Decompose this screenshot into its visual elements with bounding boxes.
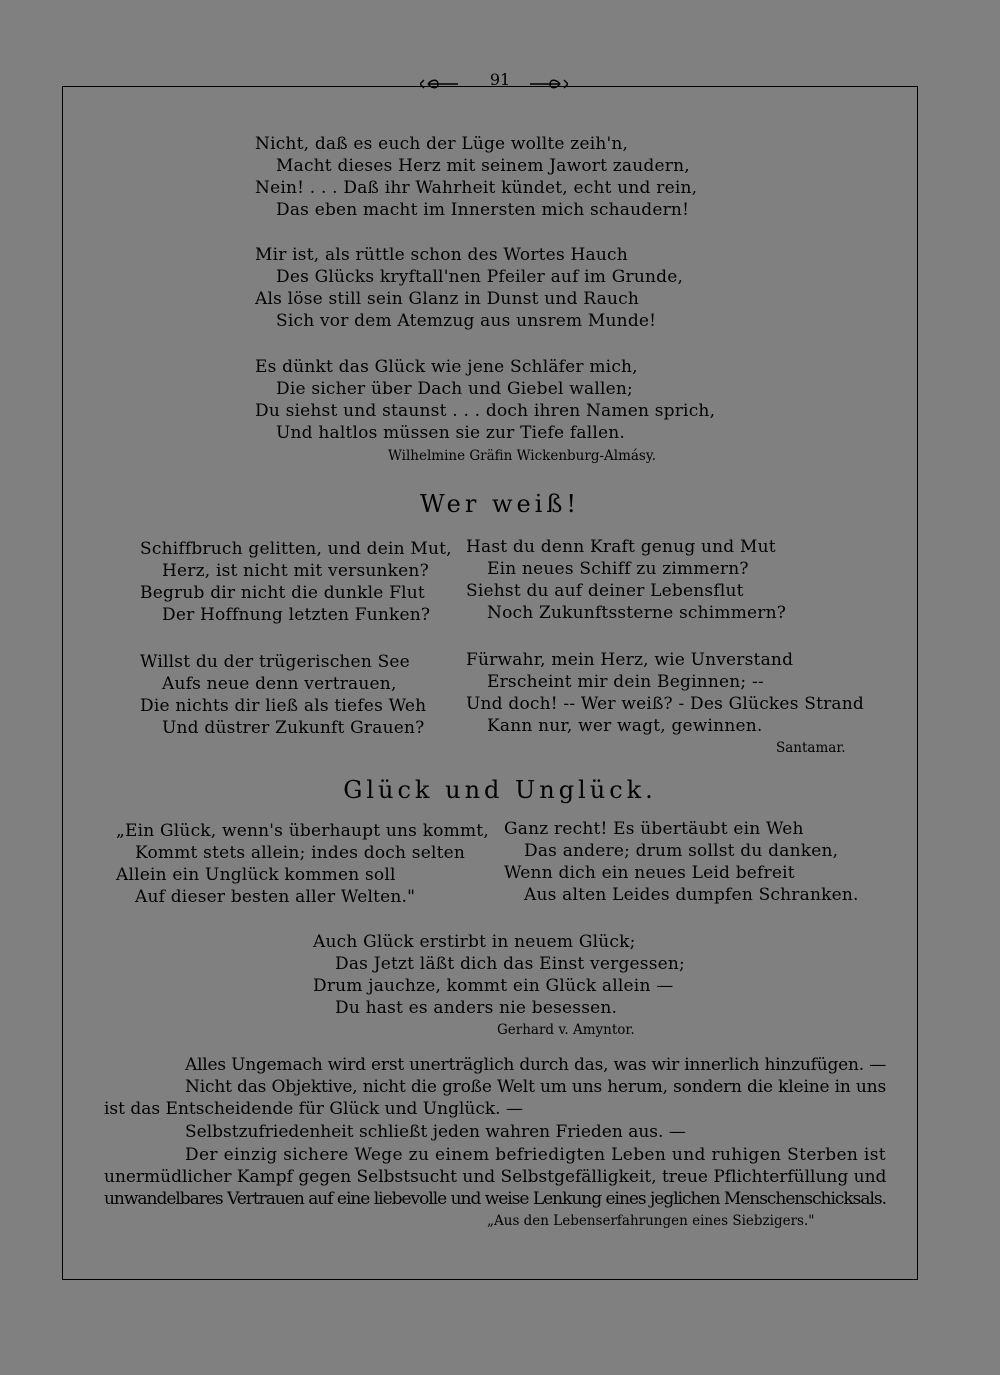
poem2-left-line: Die nichts dir ließ als tiefes Weh — [140, 696, 427, 716]
poem3-center-line: Drum jauchze, kommt ein Glück allein — — [313, 976, 674, 996]
poem2-left-line: Herz, ist nicht mit versunken? — [162, 561, 429, 581]
poem2-title: Wer weiß! — [419, 490, 581, 518]
poem2-left-line: Willst du der trügerischen See — [140, 652, 410, 672]
poem1-line: Nicht, daß es euch der Lüge wollte zeih'n, — [255, 134, 629, 154]
poem1-line: Nein! . . . Daß ihr Wahrheit kündet, echt und rein, — [255, 178, 698, 198]
poem1-line: Mir ist, als rüttle schon des Wortes Hauch — [255, 245, 628, 265]
poem3-left-line: Kommt stets allein; indes doch selten — [135, 843, 466, 863]
poem2-right-line: Noch Zukunftssterne schimmern? — [487, 603, 787, 623]
poem2-right-line: Ein neues Schiff zu zimmern? — [487, 559, 749, 579]
poem2-right-line: Erscheint mir dein Beginnen; -- — [487, 672, 764, 692]
poem3-right-line: Das andere; drum sollst du danken, — [524, 841, 839, 861]
poem3-author: Gerhard v. Amyntor. — [497, 1022, 635, 1038]
poem3-title: Glück und Unglück. — [343, 776, 657, 804]
poem3-center-line: Du hast es anders nie besessen. — [335, 998, 618, 1018]
page-number: 91 — [489, 70, 511, 89]
prose-source: „Aus den Lebenserfahrungen eines Siebzigers." — [487, 1213, 815, 1229]
prose-line: Nicht das Objektive, nicht die große Welt um uns herum, sondern die kleine in uns — [185, 1077, 887, 1097]
poem1-line: Des Glücks kryftall'nen Pfeiler auf im Grunde, — [276, 267, 684, 287]
poem3-left-line: Auf dieser besten aller Welten." — [135, 887, 416, 907]
poem2-left-line: Schiffbruch gelitten, und dein Mut, — [140, 539, 452, 559]
poem2-author: Santamar. — [776, 740, 846, 756]
prose-line: Der einzig sichere Wege zu einem befriedigten Leben und ruhigen Sterben ist — [185, 1145, 886, 1165]
prose-line: unermüdlicher Kampf gegen Selbstsucht und Selbstgefälligkeit, treue Pflichterfüllung und — [104, 1167, 887, 1187]
poem1-line: Als löse still sein Glanz in Dunst und Rauch — [255, 289, 640, 309]
poem1-line: Das eben macht im Innersten mich schaudern! — [276, 200, 690, 220]
poem3-center-line: Das Jetzt läßt dich das Einst vergessen; — [335, 954, 685, 974]
poem1-line: Die sicher über Dach und Giebel wallen; — [276, 379, 633, 399]
poem1-line: Und haltlos müssen sie zur Tiefe fallen. — [276, 423, 626, 443]
prose-line: unwandelbares Vertrauen auf eine liebevolle und weise Lenkung eines jeglichen Menschenschicksals. — [104, 1189, 886, 1209]
poem2-right-line: Und doch! -- Wer weiß? - Des Glückes Strand — [466, 694, 864, 714]
poem3-center-line: Auch Glück erstirbt in neuem Glück; — [313, 932, 636, 952]
poem3-right-line: Ganz recht! Es übertäubt ein Weh — [504, 819, 804, 839]
poem3-right-line: Wenn dich ein neues Leid befreit — [504, 863, 795, 883]
poem2-left-line: Und düstrer Zukunft Grauen? — [162, 718, 425, 738]
poem1-line: Macht dieses Herz mit seinem Jawort zaudern, — [276, 156, 690, 176]
poem2-right-line: Fürwahr, mein Herz, wie Unverstand — [466, 650, 794, 670]
prose-line: Alles Ungemach wird erst unerträglich durch das, was wir innerlich hinzufügen. — — [185, 1055, 886, 1075]
poem2-left-line: Der Hoffnung letzten Funken? — [162, 605, 431, 625]
poem2-right-line: Siehst du auf deiner Lebensflut — [466, 581, 744, 601]
poem1-line: Es dünkt das Glück wie jene Schläfer mich, — [255, 357, 638, 377]
poem1-author: Wilhelmine Gräfin Wickenburg-Almásy. — [388, 448, 656, 464]
prose-line: Selbstzufriedenheit schließt jeden wahren Frieden aus. — — [185, 1122, 686, 1142]
poem2-right-line: Kann nur, wer wagt, gewinnen. — [487, 716, 763, 736]
poem2-right-line: Hast du denn Kraft genug und Mut — [466, 537, 776, 557]
poem2-left-line: Aufs neue denn vertrauen, — [162, 674, 397, 694]
prose-line: ist das Entscheidende für Glück und Unglück. — — [104, 1099, 523, 1119]
ornament-right-icon — [528, 76, 568, 92]
poem2-left-line: Begrub dir nicht die dunkle Flut — [140, 583, 425, 603]
poem3-left-line: Allein ein Unglück kommen soll — [116, 865, 396, 885]
poem1-line: Sich vor dem Atemzug aus unsrem Munde! — [276, 311, 657, 331]
poem3-right-line: Aus alten Leides dumpfen Schranken. — [524, 885, 859, 905]
poem1-line: Du siehst und staunst . . . doch ihren Namen sprich, — [255, 401, 716, 421]
poem3-left-line: „Ein Glück, wenn's überhaupt uns kommt, — [116, 821, 489, 841]
